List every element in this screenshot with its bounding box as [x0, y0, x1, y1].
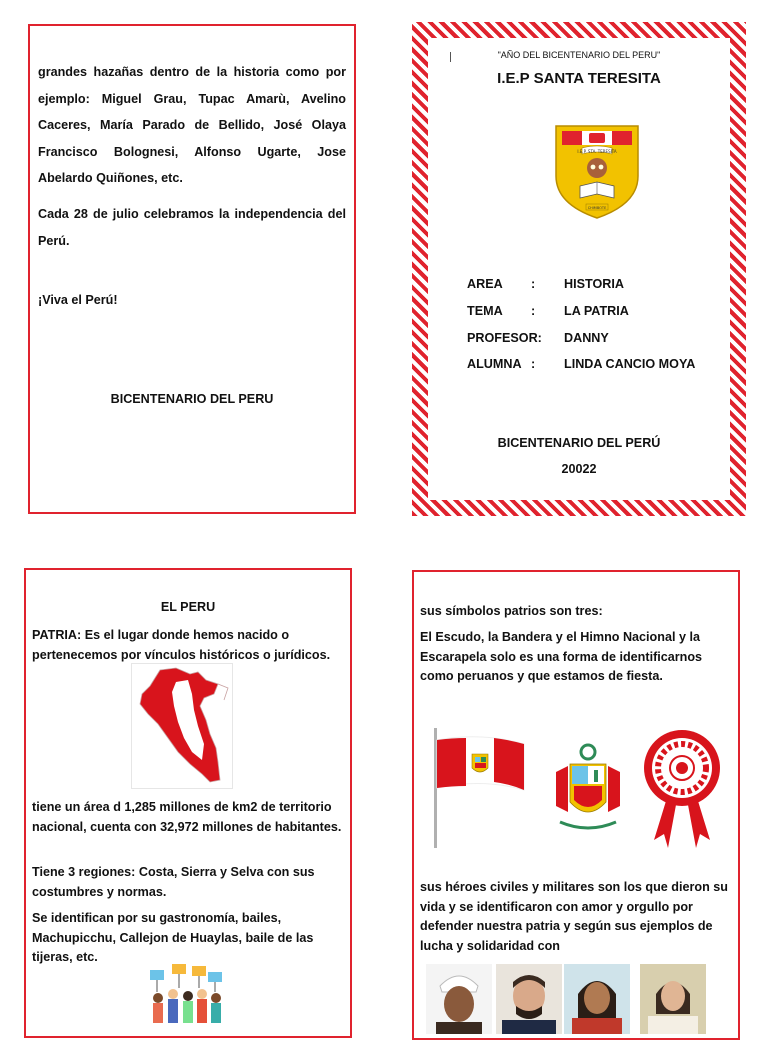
peru-cockade-icon: [642, 728, 722, 852]
patria-definition: PATRIA: Es el lugar donde hemos nacido o pertenecemos por vínculos históricos o jurídicos.: [32, 628, 331, 662]
section-title: EL PERU: [160, 600, 216, 614]
bicentenario-footer: BICENTENARIO DEL PERU: [110, 392, 274, 406]
viva-peru-text: ¡Viva el Perú!: [38, 293, 118, 307]
crest-motto-text: I.E.P. STA. TERESITA: [577, 149, 617, 154]
heroes-paragraph: grandes hazañas dentro de la historia como por ejemplo: Miguel Grau, Tupac Amarù, Avelino Caceres, María Parado de Bellido, José Olaya Francisco Bolognesi, Alfonso Ugarte, Jose Abelardo Quiñones, etc.: [38, 65, 346, 185]
info-value: DANNY: [564, 331, 609, 345]
area-paragraph: tiene un área d 1,285 millones de km2 de territorio nacional, cuenta con 32,972 millones de habitantes.: [32, 800, 342, 834]
symbols-paragraph: El Escudo, la Bandera y el Himno Nacional y la Escarapela solo es una forma de identificarnos como peruanos y que estamos de fiesta.: [420, 630, 703, 683]
year-motto: "AÑO DEL BICENTENARIO DEL PERU": [497, 50, 661, 60]
culture-paragraph: Se identifican por su gastronomía, bailes, Machupicchu, Callejon de Huaylas, baile de las tijeras, etc.: [32, 911, 314, 964]
school-name: I.E.P SANTA TERESITA: [497, 70, 661, 87]
el-peru-panel: [24, 568, 352, 1038]
cover-footer-year: 20022: [561, 462, 597, 476]
cover-panel: [412, 22, 746, 516]
cover-footer-title: BICENTENARIO DEL PERÚ: [497, 436, 661, 450]
symbols-panel: [412, 570, 740, 1040]
info-sep: :: [531, 277, 536, 291]
regions-paragraph: Tiene 3 regiones: Costa, Sierra y Selva con sus costumbres y normas.: [32, 865, 315, 899]
peru-coat-of-arms-icon: [550, 742, 626, 834]
cover-inner: [428, 38, 730, 500]
peru-map-icon: [132, 664, 232, 788]
info-label: PROFESOR:: [467, 331, 542, 345]
info-value: HISTORIA: [564, 277, 624, 291]
independence-paragraph: Cada 28 de julio celebramos la independencia del Perú.: [38, 207, 346, 248]
peru-flag-icon: [432, 726, 528, 850]
crest-city-text: CHIMBOTE: [587, 206, 607, 210]
crowd-with-signs-icon: [146, 962, 226, 1032]
info-label: ALUMNA: [467, 357, 522, 371]
heroes-paragraph: sus héroes civiles y militares son los que dieron su vida y se identificaron con amor y orgullo por defender nuestra patria y según sus ejemplos de lucha y solidaridad con: [420, 880, 728, 953]
info-label: AREA: [467, 277, 503, 291]
school-crest-icon: [552, 120, 642, 220]
page-panel-back-text: [28, 24, 356, 514]
info-value: LINDA CANCIO MOYA: [564, 357, 696, 371]
info-label: TEMA: [467, 304, 503, 318]
symbols-intro: sus símbolos patrios son tres:: [420, 604, 603, 618]
info-value: LA PATRIA: [564, 304, 629, 318]
info-sep: :: [531, 357, 536, 371]
info-sep: :: [531, 304, 536, 318]
